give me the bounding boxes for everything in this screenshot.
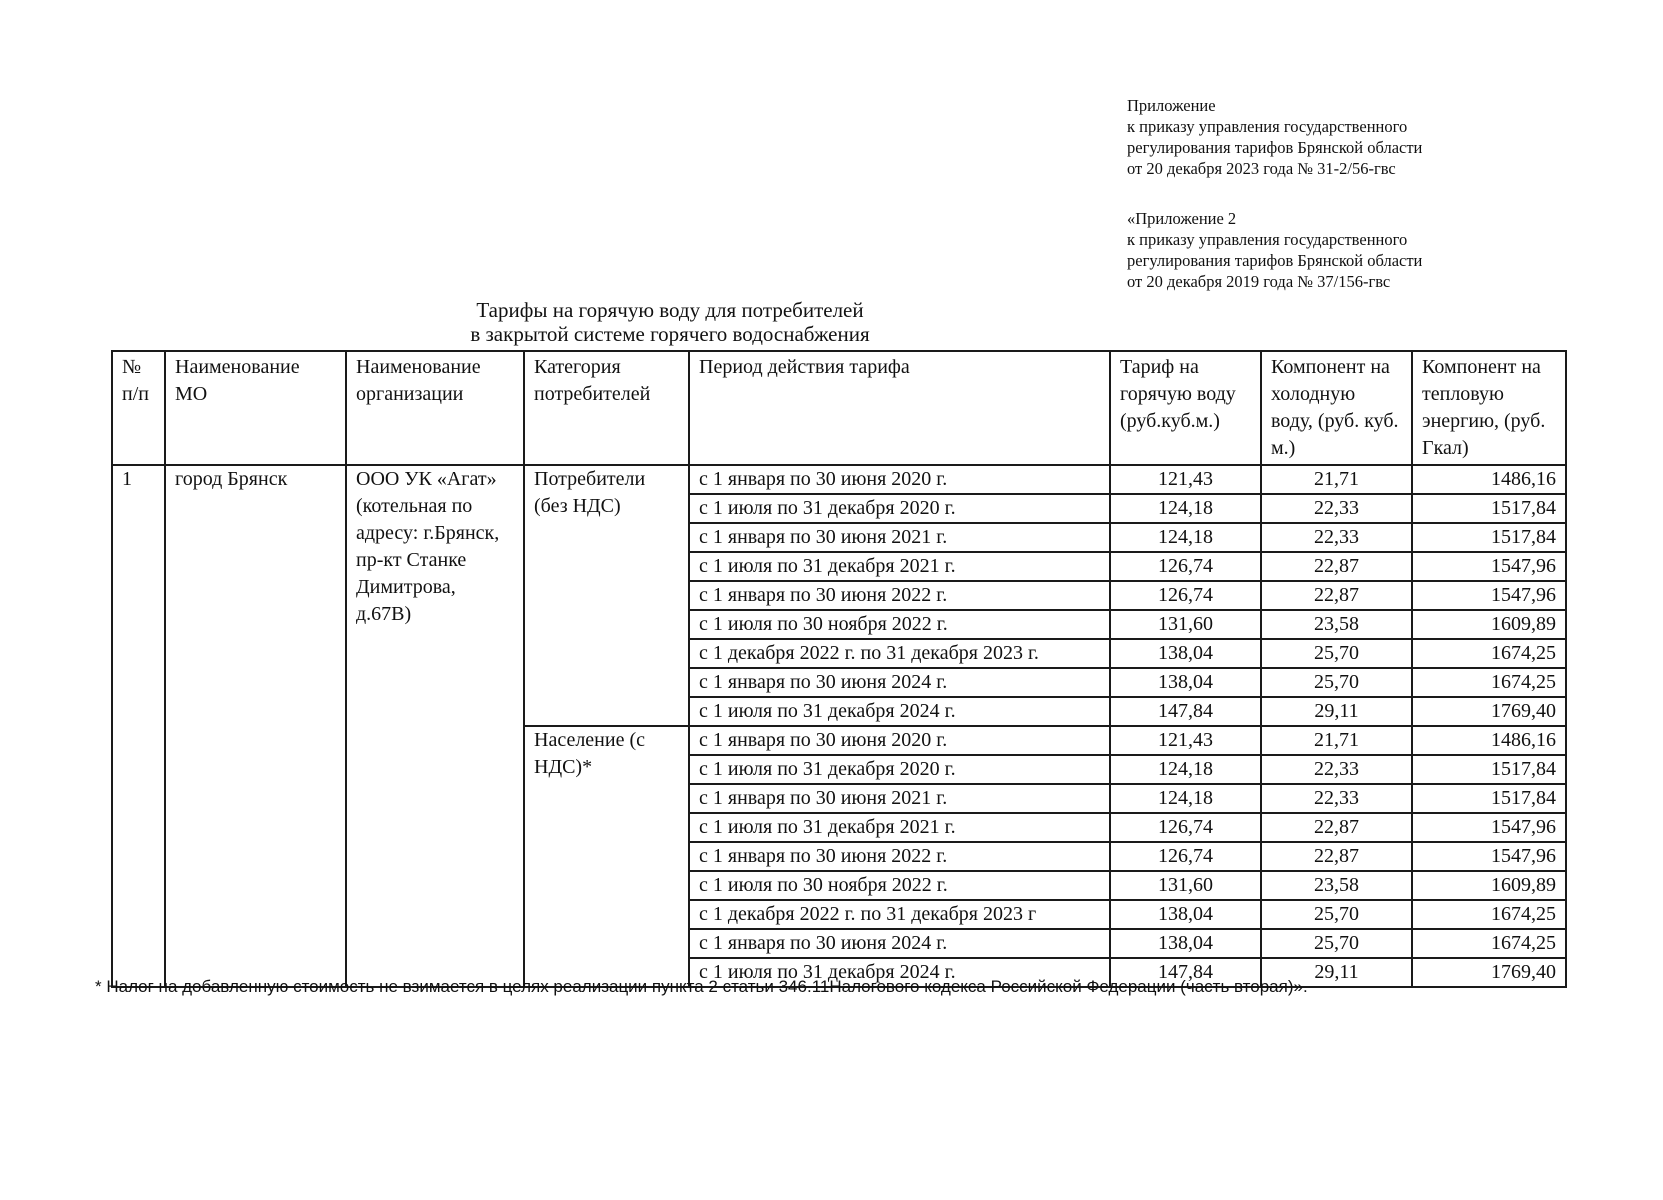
tariff-period: с 1 июля по 31 декабря 2024 г. bbox=[689, 958, 1110, 987]
heat-energy-component: 1547,96 bbox=[1412, 842, 1566, 871]
header-period: Период действия тарифа bbox=[689, 351, 1110, 465]
appendix-2-line: «Приложение 2 bbox=[1127, 209, 1237, 228]
title-line-2: в закрытой системе горячего водоснабжения bbox=[470, 322, 870, 346]
heat-energy-component: 1517,84 bbox=[1412, 755, 1566, 784]
heat-energy-component: 1674,25 bbox=[1412, 929, 1566, 958]
header-cold-component: Компонент на холодную воду, (руб. куб. м.) bbox=[1261, 351, 1412, 465]
heat-energy-component: 1769,40 bbox=[1412, 958, 1566, 987]
heat-energy-component: 1609,89 bbox=[1412, 871, 1566, 900]
hot-water-tariff: 138,04 bbox=[1110, 668, 1261, 697]
hot-water-tariff: 124,18 bbox=[1110, 523, 1261, 552]
hot-water-tariff: 131,60 bbox=[1110, 871, 1261, 900]
hot-water-tariff: 124,18 bbox=[1110, 755, 1261, 784]
header-category: Категория потребителей bbox=[524, 351, 689, 465]
hot-water-tariff: 121,43 bbox=[1110, 726, 1261, 755]
tariff-period: с 1 июля по 31 декабря 2021 г. bbox=[689, 552, 1110, 581]
cold-water-component: 22,33 bbox=[1261, 784, 1412, 813]
consumer-category: Потребители (без НДС) bbox=[524, 465, 689, 726]
cold-water-component: 21,71 bbox=[1261, 465, 1412, 494]
document-title bbox=[0, 298, 1340, 346]
cold-water-component: 21,71 bbox=[1261, 726, 1412, 755]
tariff-period: с 1 января по 30 июня 2020 г. bbox=[689, 726, 1110, 755]
row-number: 1 bbox=[112, 465, 165, 987]
heat-energy-component: 1674,25 bbox=[1412, 668, 1566, 697]
heat-energy-component: 1674,25 bbox=[1412, 900, 1566, 929]
tariff-period: с 1 января по 30 июня 2024 г. bbox=[689, 929, 1110, 958]
hot-water-tariff: 126,74 bbox=[1110, 552, 1261, 581]
cold-water-component: 25,70 bbox=[1261, 900, 1412, 929]
heat-energy-component: 1517,84 bbox=[1412, 494, 1566, 523]
cold-water-component: 29,11 bbox=[1261, 958, 1412, 987]
consumer-category: Население (с НДС)* bbox=[524, 726, 689, 987]
tariff-period: с 1 января по 30 июня 2021 г. bbox=[689, 523, 1110, 552]
heat-energy-component: 1547,96 bbox=[1412, 581, 1566, 610]
tariff-period: с 1 января по 30 июня 2022 г. bbox=[689, 581, 1110, 610]
heat-energy-component: 1547,96 bbox=[1412, 813, 1566, 842]
cold-water-component: 22,87 bbox=[1261, 552, 1412, 581]
header-tariff: Тариф на горячую воду (руб.куб.м.) bbox=[1110, 351, 1261, 465]
heat-energy-component: 1547,96 bbox=[1412, 552, 1566, 581]
municipality-name: город Брянск bbox=[165, 465, 346, 987]
appendix-2-line: регулирования тарифов Брянской области bbox=[1127, 251, 1423, 270]
tariff-period: с 1 июля по 31 декабря 2024 г. bbox=[689, 697, 1110, 726]
appendix-1-line: к приказу управления государственного bbox=[1127, 117, 1408, 136]
hot-water-tariff: 138,04 bbox=[1110, 639, 1261, 668]
hot-water-tariff: 138,04 bbox=[1110, 929, 1261, 958]
title-line-1: Тарифы на горячую воду для потребителей bbox=[476, 298, 864, 322]
hot-water-tariff: 124,18 bbox=[1110, 494, 1261, 523]
appendix-1-line: от 20 декабря 2023 года № 31-2/56-гвс bbox=[1127, 159, 1396, 178]
hot-water-tariff: 124,18 bbox=[1110, 784, 1261, 813]
appendix-1-line: Приложение bbox=[1127, 96, 1216, 115]
heat-energy-component: 1486,16 bbox=[1412, 726, 1566, 755]
tariff-period: с 1 июля по 31 декабря 2021 г. bbox=[689, 813, 1110, 842]
cold-water-component: 29,11 bbox=[1261, 697, 1412, 726]
heat-energy-component: 1486,16 bbox=[1412, 465, 1566, 494]
hot-water-tariff: 131,60 bbox=[1110, 610, 1261, 639]
tariff-period: с 1 декабря 2022 г. по 31 декабря 2023 г bbox=[689, 900, 1110, 929]
heat-energy-component: 1609,89 bbox=[1412, 610, 1566, 639]
cold-water-component: 22,33 bbox=[1261, 523, 1412, 552]
footnote: * Налог на добавленную стоимость не взимается в целях реализации пункта 2 статьи 346.11Налогового кодекса Российской Федерации (часть вторая)». bbox=[95, 977, 1308, 996]
tariff-period: с 1 января по 30 июня 2020 г. bbox=[689, 465, 1110, 494]
tariff-period: с 1 января по 30 июня 2022 г. bbox=[689, 842, 1110, 871]
tariffs-table bbox=[111, 350, 1567, 988]
table-row bbox=[112, 465, 1566, 494]
header-org: Наименование организации bbox=[346, 351, 524, 465]
hot-water-tariff: 121,43 bbox=[1110, 465, 1261, 494]
hot-water-tariff: 126,74 bbox=[1110, 842, 1261, 871]
cold-water-component: 23,58 bbox=[1261, 871, 1412, 900]
tariff-period: с 1 января по 30 июня 2024 г. bbox=[689, 668, 1110, 697]
cold-water-component: 25,70 bbox=[1261, 929, 1412, 958]
cold-water-component: 23,58 bbox=[1261, 610, 1412, 639]
tariff-period: с 1 июля по 30 ноября 2022 г. bbox=[689, 871, 1110, 900]
hot-water-tariff: 147,84 bbox=[1110, 697, 1261, 726]
appendix-1-header bbox=[1127, 95, 1422, 179]
tariff-period: с 1 июля по 31 декабря 2020 г. bbox=[689, 494, 1110, 523]
hot-water-tariff: 147,84 bbox=[1110, 958, 1261, 987]
appendix-1-line: регулирования тарифов Брянской области bbox=[1127, 138, 1423, 157]
cold-water-component: 22,87 bbox=[1261, 842, 1412, 871]
header-heat-component: Компонент на тепловую энергию, (руб. Гкал) bbox=[1412, 351, 1566, 465]
appendix-2-line: от 20 декабря 2019 года № 37/156-гвс bbox=[1127, 272, 1391, 291]
table-body bbox=[112, 465, 1566, 987]
heat-energy-component: 1517,84 bbox=[1412, 784, 1566, 813]
cold-water-component: 25,70 bbox=[1261, 639, 1412, 668]
hot-water-tariff: 126,74 bbox=[1110, 813, 1261, 842]
cold-water-component: 22,87 bbox=[1261, 813, 1412, 842]
appendix-2-header bbox=[1127, 208, 1422, 292]
cold-water-component: 22,87 bbox=[1261, 581, 1412, 610]
header-mo: Наименование МО bbox=[165, 351, 346, 465]
header-num: № п/п bbox=[112, 351, 165, 465]
hot-water-tariff: 138,04 bbox=[1110, 900, 1261, 929]
hot-water-tariff: 126,74 bbox=[1110, 581, 1261, 610]
tariff-period: с 1 июля по 31 декабря 2020 г. bbox=[689, 755, 1110, 784]
cold-water-component: 25,70 bbox=[1261, 668, 1412, 697]
tariff-period: с 1 января по 30 июня 2021 г. bbox=[689, 784, 1110, 813]
heat-energy-component: 1674,25 bbox=[1412, 639, 1566, 668]
tariff-period: с 1 июля по 30 ноября 2022 г. bbox=[689, 610, 1110, 639]
organization-name: ООО УК «Агат» (котельная по адресу: г.Брянск, пр-кт Станке Димитрова, д.67В) bbox=[346, 465, 524, 987]
table-header-row bbox=[112, 351, 1566, 465]
appendix-2-line: к приказу управления государственного bbox=[1127, 230, 1408, 249]
tariff-period: с 1 декабря 2022 г. по 31 декабря 2023 г. bbox=[689, 639, 1110, 668]
cold-water-component: 22,33 bbox=[1261, 494, 1412, 523]
cold-water-component: 22,33 bbox=[1261, 755, 1412, 784]
heat-energy-component: 1517,84 bbox=[1412, 523, 1566, 552]
heat-energy-component: 1769,40 bbox=[1412, 697, 1566, 726]
